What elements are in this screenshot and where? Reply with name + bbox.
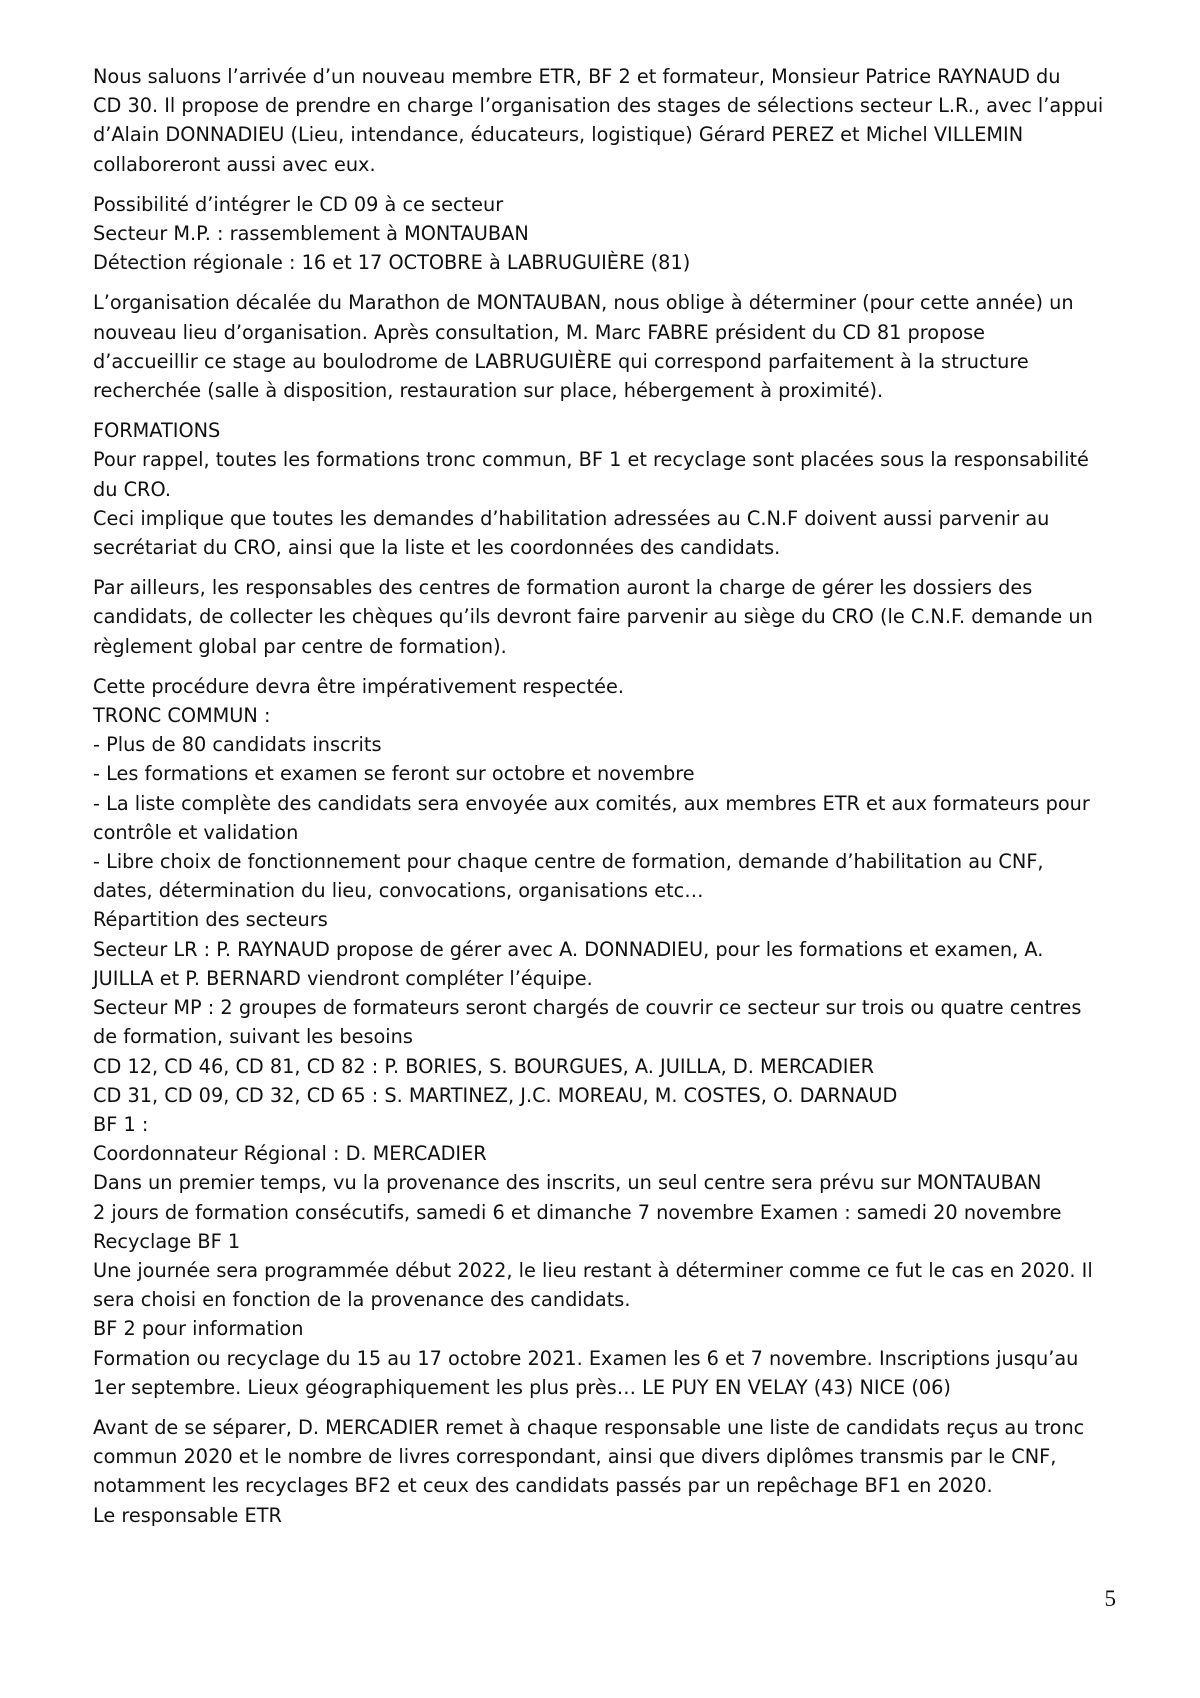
signature-line: Le responsable ETR (93, 1503, 282, 1527)
text-line: recherchée (salle à disposition, restauration sur place, hébergement à proximité). (93, 379, 884, 403)
text-line: Ceci implique que toutes les demandes d’habilitation adressées au C.N.F doivent aussi parvenir au (93, 506, 1050, 530)
text-line: Possibilité d’intégrer le CD 09 à ce secteur (93, 192, 504, 216)
text-line: candidats, de collecter les chèques qu’ils devront faire parvenir au siège du CRO (le C.N.F. demande un (93, 605, 1093, 629)
text-line: L’organisation décalée du Marathon de MONTAUBAN, nous oblige à déterminer (pour cette année) un (93, 291, 1074, 315)
document-body (93, 62, 1115, 1541)
subheading-repartition: Répartition des secteurs (93, 908, 328, 932)
text-line: Formation ou recyclage du 15 au 17 octobre 2021. Examen les 6 et 7 novembre. Inscriptions jusqu’au (93, 1346, 1079, 1370)
paragraph-sectors (93, 190, 1115, 278)
page-number: 5 (1104, 1586, 1116, 1611)
text-line: sera choisi en fonction de la provenance des candidats. (93, 1288, 631, 1312)
text-line: Avant de se séparer, D. MERCADIER remet à chaque responsable une liste de candidats reçus au tronc (93, 1415, 1085, 1439)
text-line: Secteur M.P. : rassemblement à MONTAUBAN (93, 222, 529, 246)
text-line: collaboreront aussi avec eux. (93, 152, 376, 176)
text-line: de formation, suivant les besoins (93, 1025, 413, 1049)
subheading-bf2: BF 2 pour information (93, 1317, 304, 1341)
section-heading-bf1: BF 1 : (93, 1112, 149, 1136)
text-line: 2 jours de formation consécutifs, samedi 6 et dimanche 7 novembre Examen : samedi 20 novembre (93, 1200, 1062, 1224)
paragraph-closing (93, 1413, 1115, 1530)
text-line: Dans un premier temps, vu la provenance des inscrits, un seul centre sera prévu sur MONTAUBAN (93, 1171, 1042, 1195)
list-item-continuation: contrôle et validation (93, 820, 299, 844)
text-line: CD 30. Il propose de prendre en charge l’organisation des stages de sélections secteur L.R., avec l’appui (93, 94, 1104, 118)
text-line: Secteur LR : P. RAYNAUD propose de gérer avec A. DONNADIEU, pour les formations et examen, A. (93, 937, 1044, 961)
text-line: du CRO. (93, 477, 171, 501)
subheading-recyclage-bf1: Recyclage BF 1 (93, 1229, 241, 1253)
text-line: Cette procédure devra être impérativement respectée. (93, 674, 624, 698)
text-line: notamment les recyclages BF2 et ceux des candidats passés par un repêchage BF1 en 2020. (93, 1474, 993, 1498)
list-item: - Plus de 80 candidats inscrits (93, 733, 382, 757)
text-line: Une journée sera programmée début 2022, le lieu restant à déterminer comme ce fut le cas en 2020. Il (93, 1258, 1093, 1282)
list-item: - Libre choix de fonctionnement pour chaque centre de formation, demande d’habilitation au CNF, (93, 850, 1044, 874)
list-item: - Les formations et examen se feront sur octobre et novembre (93, 762, 695, 786)
text-line: commun 2020 et le nombre de livres correspondant, ainsi que divers diplômes transmis par le CNF, (93, 1445, 1057, 1469)
text-line: Pour rappel, toutes les formations tronc commun, BF 1 et recyclage sont placées sous la responsabilité (93, 448, 1089, 472)
text-line: 1er septembre. Lieux géographiquement les plus près… LE PUY EN VELAY (43) NICE (06) (93, 1375, 951, 1399)
text-line: Secteur MP : 2 groupes de formateurs seront chargés de couvrir ce secteur sur trois ou quatre centres (93, 996, 1082, 1020)
section-heading-formations: FORMATIONS (93, 419, 221, 443)
text-line: règlement global par centre de formation). (93, 634, 507, 658)
paragraph-formations (93, 416, 1115, 562)
list-item: - La liste complète des candidats sera envoyée aux comités, aux membres ETR et aux formateurs pour (93, 791, 1090, 815)
text-line: Coordonnateur Régional : D. MERCADIER (93, 1142, 487, 1166)
text-line: Détection régionale : 16 et 17 OCTOBRE à LABRUGUIÈRE (81) (93, 251, 691, 275)
text-line: CD 31, CD 09, CD 32, CD 65 : S. MARTINEZ, J.C. MOREAU, M. COSTES, O. DARNAUD (93, 1083, 898, 1107)
text-line: d’accueillir ce stage au boulodrome de LABRUGUIÈRE qui correspond parfaitement à la structure (93, 349, 1029, 373)
text-line: CD 12, CD 46, CD 81, CD 82 : P. BORIES, S. BOURGUES, A. JUILLA, D. MERCADIER (93, 1054, 875, 1078)
paragraph-training-centers (93, 573, 1115, 661)
list-item-continuation: dates, détermination du lieu, convocations, organisations etc… (93, 879, 704, 903)
text-line: Nous saluons l’arrivée d’un nouveau membre ETR, BF 2 et formateur, Monsieur Patrice RAYNAUD du (93, 65, 1061, 88)
paragraph-new-member (93, 62, 1115, 179)
section-heading-tronc-commun: TRONC COMMUN : (93, 704, 271, 728)
paragraph-marathon (93, 288, 1115, 405)
paragraph-procedure (93, 672, 1115, 1402)
text-line: nouveau lieu d’organisation. Après consultation, M. Marc FABRE président du CD 81 propose (93, 320, 986, 344)
text-line: JUILLA et P. BERNARD viendront compléter l’équipe. (93, 966, 593, 990)
text-line: Par ailleurs, les responsables des centres de formation auront la charge de gérer les dossiers des (93, 576, 1033, 600)
text-line: d’Alain DONNADIEU (Lieu, intendance, éducateurs, logistique) Gérard PEREZ et Michel VILLEMIN (93, 123, 1024, 147)
text-line: secrétariat du CRO, ainsi que la liste et les coordonnées des candidats. (93, 536, 781, 560)
